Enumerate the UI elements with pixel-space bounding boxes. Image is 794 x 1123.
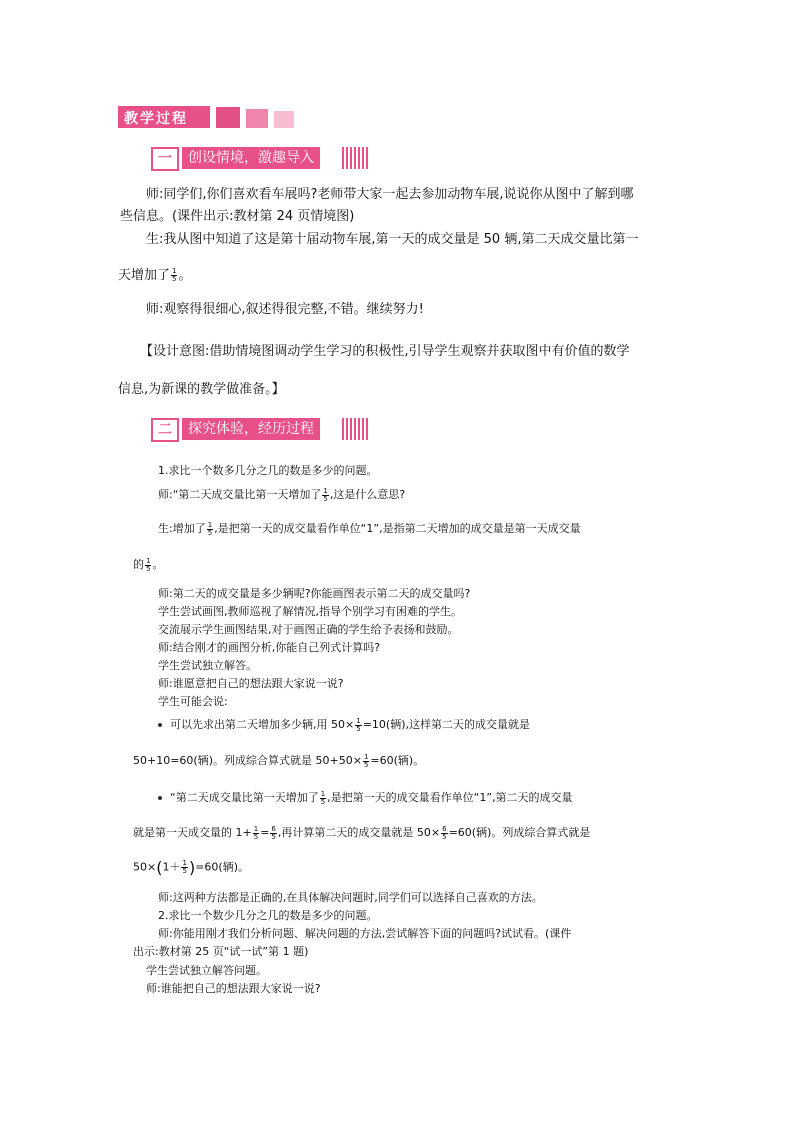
fraction-six-fifths: $\frac{6}{5}$ <box>442 824 447 841</box>
s2-line5: 师:第二天的成交量是多少辆呢?你能画图表示第二天的成交量吗? <box>158 587 471 600</box>
section2-number: 二 <box>151 418 179 442</box>
header-block-2 <box>246 109 268 128</box>
s2-line1: 1.求比一个数多几分之几的数是多少的问题。 <box>158 464 378 477</box>
header-block-3 <box>274 111 294 128</box>
section2-stripes <box>342 418 368 440</box>
s2-bullet1-line2: 50+10=60(辆)。列成综合算式就是 50+50× $\frac{1}{5}$ =60(辆)。 <box>133 752 425 769</box>
s2-line10: 师:谁愿意把自己的想法跟大家说一说? <box>158 677 344 690</box>
s1-para2-line1: 生:我从图中知道了这是第十届动物车展,第一天的成交量是 50 辆,第二天成交量比第一 <box>146 232 639 247</box>
header-block-1 <box>216 107 240 128</box>
header-label: 教学过程 <box>124 111 188 127</box>
s2-line16: 师:谁能把自己的想法跟大家说一说? <box>146 982 321 995</box>
s1-para1-line1: 师:同学们,你们喜欢看车展吗?老师带大家一起去参加动物车展,说说你从图中了解到哪 <box>146 187 634 202</box>
s2-line15: 学生尝试独立解答问题。 <box>146 964 267 977</box>
fraction: $\frac{1}{5}$ <box>253 824 259 841</box>
bullet <box>158 723 162 727</box>
section1-stripes <box>342 147 368 169</box>
fraction: $\frac{1}{5}$ <box>182 859 187 875</box>
fraction: $\frac{1}{5}$ <box>323 486 328 503</box>
s2-line14: 师:你能用刚才我们分析问题、解决问题的方法,尝试解答下面的问题吗?试试看。(课件 <box>158 927 572 940</box>
fraction: $\frac{1}{5}$ <box>172 267 177 283</box>
fraction: $\frac{1}{5}$ <box>146 556 151 573</box>
s2-line14b: 出示:教材第 25 页“试一试”第 1 题) <box>133 945 309 958</box>
s2-line12: 师:这两种方法都是正确的,在具体解决问题时,同学们可以选择自己喜欢的方法。 <box>158 891 543 904</box>
s2-line2: 师:“第二天成交量比第一天增加了 $\frac{1}{5}$ ,这是什么意思? <box>158 486 406 503</box>
section2-title: 探究体验，经历过程 <box>182 418 320 440</box>
s1-para1-line2: 些信息。(课件出示:教材第 24 页情境图) <box>120 209 355 224</box>
s2-bullet2-line1: “第二天成交量比第一天增加了 $\frac{1}{5}$ ,是把第一天的成交量看作单位“1”,第二天的成交量 <box>158 789 573 806</box>
section1-number: 一 <box>151 147 179 171</box>
section1-title: 创设情境，激趣导入 <box>182 147 320 169</box>
s2-line11: 学生可能会说: <box>158 695 228 708</box>
s1-design-intent-line2: 信息,为新课的教学做准备。】 <box>118 382 285 397</box>
fraction: $\frac{1}{5}$ <box>320 789 326 806</box>
bullet <box>158 796 162 800</box>
s2-bullet1-line1: 可以先求出第二天增加多少辆,用 50× $\frac{1}{5}$ =10(辆),这样第二天的成交量就是 <box>158 716 530 733</box>
s2-line9: 学生尝试独立解答。 <box>158 659 257 672</box>
fraction-six-fifths: $\frac{6}{5}$ <box>271 824 276 841</box>
s1-para2-line2: 天增加了 $\frac{1}{5}$ 。 <box>118 267 192 283</box>
fraction: $\frac{1}{5}$ <box>363 752 369 769</box>
s2-line8: 师:结合刚才的画图分析,你能自己列式计算吗? <box>158 641 381 654</box>
fraction: $\frac{1}{5}$ <box>207 520 213 537</box>
s2-line6: 学生尝试画图,教师巡视了解情况,指导个别学习有困难的学生。 <box>158 605 462 618</box>
s1-para3: 师:观察得很细心,叙述得很完整,不错。继续努力! <box>146 302 424 317</box>
fraction: $\frac{1}{5}$ <box>356 716 361 733</box>
s2-line4: 的 $\frac{1}{5}$ 。 <box>133 556 164 573</box>
s2-bullet2-line3: 50×(1＋ $\frac{1}{5}$ )=60(辆)。 <box>133 858 249 877</box>
s2-line3: 生:增加了 $\frac{1}{5}$ ,是把第一天的成交量看作单位“1”,是指第二天增加的成交量是第一天成交量 <box>158 520 581 537</box>
s2-line7: 交流展示学生画图结果,对于画图正确的学生给予表扬和鼓励。 <box>158 623 459 636</box>
s1-design-intent-line1: 【设计意图:借助情境图调动学生学习的积极性,引导学生观察并获取图中有价值的数学 <box>140 344 630 359</box>
s2-line13: 2.求比一个数少几分之几的数是多少的问题。 <box>158 909 378 922</box>
s2-bullet2-line2: 就是第一天成交量的 1+ $\frac{1}{5}$ = $\frac{6}{5}$ ,再计算第二天的成交量就是 50× $\frac{6}{5}$ =60(辆)。列成综合算式就是 <box>133 824 591 841</box>
